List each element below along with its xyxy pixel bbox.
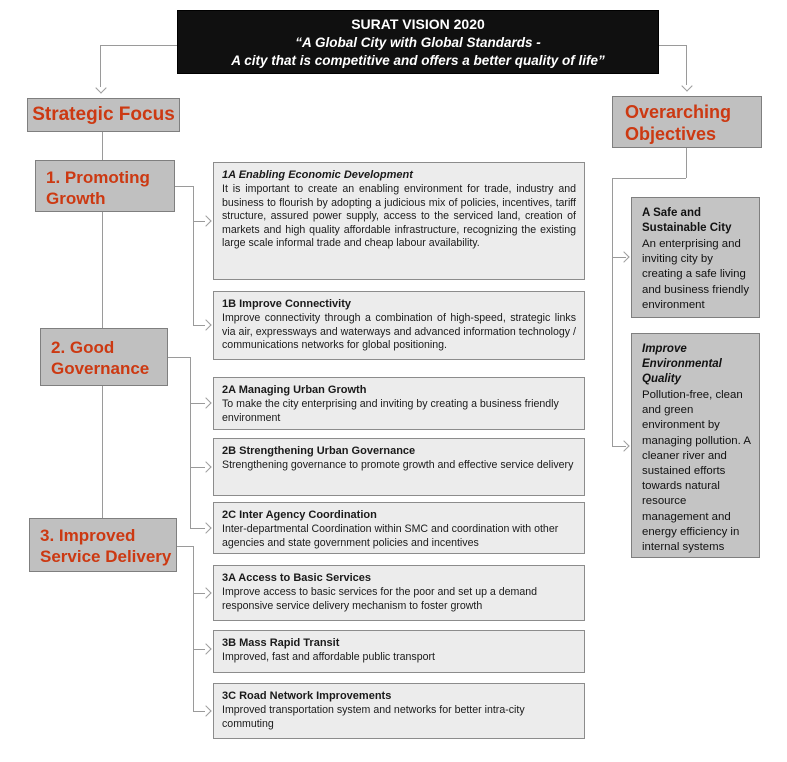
connector-group1-exit xyxy=(175,186,193,187)
box-3c-title: 3C Road Network Improvements xyxy=(222,690,392,702)
arrow-right-3c-icon xyxy=(200,705,211,716)
arrow-right-2a-icon xyxy=(200,397,211,408)
box-2a-body: To make the city enterprising and inviting by creating a business friendly environment xyxy=(222,398,559,424)
strategic-focus-header: Strategic Focus xyxy=(27,98,180,132)
objective-2-body: Pollution-free, clean and green environment by managing pollution. A cleaner river and sustained efforts towards natural resource management and energy efficiency in internal systems xyxy=(642,389,751,554)
connector-spine-seg2 xyxy=(102,212,103,328)
box-3a-title: 3A Access to Basic Services xyxy=(222,572,371,584)
objective-1-body: An enterprising and inviting city by creating a safe living and business friendly environment xyxy=(642,238,750,311)
focus-box-promoting-growth: 1. Promoting Growth xyxy=(35,160,175,212)
box-2c-title: 2C Inter Agency Coordination xyxy=(222,509,377,521)
box-3b-body: Improved, fast and affordable public transport xyxy=(222,651,435,663)
box-2b-strengthening-urban-governance xyxy=(213,438,585,496)
objective-box-improve-environmental-quality xyxy=(631,333,760,558)
connector-spine-seg1 xyxy=(102,132,103,160)
arrow-right-3a-icon xyxy=(200,587,211,598)
connector-group1-trunk xyxy=(193,186,194,325)
box-3c-body: Improved transportation system and networks for better intra-city commuting xyxy=(222,704,525,730)
connector-objectives-stub xyxy=(686,148,687,178)
box-3b-mass-rapid-transit xyxy=(213,630,585,673)
banner-subtitle-line1: “A Global City with Global Standards - xyxy=(295,34,541,50)
arrow-right-2b-icon xyxy=(200,461,211,472)
box-1a-body: It is important to create an enabling environment for trade, industry and business to flourish by adopting a judicious mix of policies, incentives, tariff structure, assured power supply, access to the serviced land, creation of markets and high quality affordable infrastructure, recognizing the existing large scale informal trade and cheap labour availability. xyxy=(222,183,576,250)
vision-banner xyxy=(177,10,659,74)
box-2a-managing-urban-growth xyxy=(213,377,585,430)
box-1b-body: Improve connectivity through a combination of high-speed, strategic links via air, expressways and waterways and advanced information technology / communications networks for global positioning. xyxy=(222,312,576,352)
box-1b-title: 1B Improve Connectivity xyxy=(222,298,351,310)
box-3a-body: Improve access to basic services for the poor and set up a demand responsive service delivery mechanism to foster growth xyxy=(222,586,538,612)
overarching-objectives-header: Overarching Objectives xyxy=(612,96,762,148)
connector-spine-seg3 xyxy=(102,386,103,518)
box-2b-title: 2B Strengthening Urban Governance xyxy=(222,445,416,457)
box-3a-access-to-basic-services xyxy=(213,565,585,621)
box-2b-body: Strengthening governance to promote growth and effective service delivery xyxy=(222,459,574,471)
arrow-right-1a-icon xyxy=(200,215,211,226)
focus-box-improved-service-delivery: 3. Improved Service Delivery xyxy=(29,518,177,572)
arrow-right-1b-icon xyxy=(200,319,211,330)
box-2a-title: 2A Managing Urban Growth xyxy=(222,384,367,396)
arrow-down-overarching-objectives-icon xyxy=(681,80,692,91)
objective-1-title: A Safe and Sustainable City xyxy=(642,207,732,234)
connector-group2-trunk xyxy=(190,357,191,528)
box-1a-title: 1A Enabling Economic Development xyxy=(222,169,413,181)
box-3b-title: 3B Mass Rapid Transit xyxy=(222,637,340,649)
arrow-right-2c-icon xyxy=(200,522,211,533)
arrow-right-3b-icon xyxy=(200,643,211,654)
box-1b-improve-connectivity xyxy=(213,291,585,360)
connector-group3-trunk xyxy=(193,546,194,711)
banner-title: SURAT VISION 2020 xyxy=(351,15,485,32)
connector-banner-to-strategic-focus-v xyxy=(100,45,101,87)
connector-objectives-h xyxy=(612,178,686,179)
arrow-right-objective1-icon xyxy=(618,251,629,262)
objective-box-safe-sustainable-city xyxy=(631,197,760,318)
connector-banner-to-strategic-focus-h xyxy=(100,45,177,46)
arrow-right-objective2-icon xyxy=(618,440,629,451)
box-2c-body: Inter-departmental Coordination within SMC and coordination with other agencies and state government policies and incentives xyxy=(222,523,559,549)
objective-2-title: Improve Environmental Quality xyxy=(642,343,722,385)
connector-banner-to-objectives-h xyxy=(659,45,686,46)
banner-subtitle-line2: A city that is competitive and offers a better quality of life” xyxy=(231,52,605,68)
arrow-down-strategic-focus-icon xyxy=(95,82,106,93)
connector-group2-exit xyxy=(168,357,190,358)
box-2c-inter-agency-coordination xyxy=(213,502,585,554)
connector-group3-exit xyxy=(177,546,193,547)
connector-objectives-trunk xyxy=(612,178,613,446)
focus-box-good-governance: 2. Good Governance xyxy=(40,328,168,386)
box-1a-enabling-economic-development xyxy=(213,162,585,280)
box-3c-road-network-improvements xyxy=(213,683,585,739)
